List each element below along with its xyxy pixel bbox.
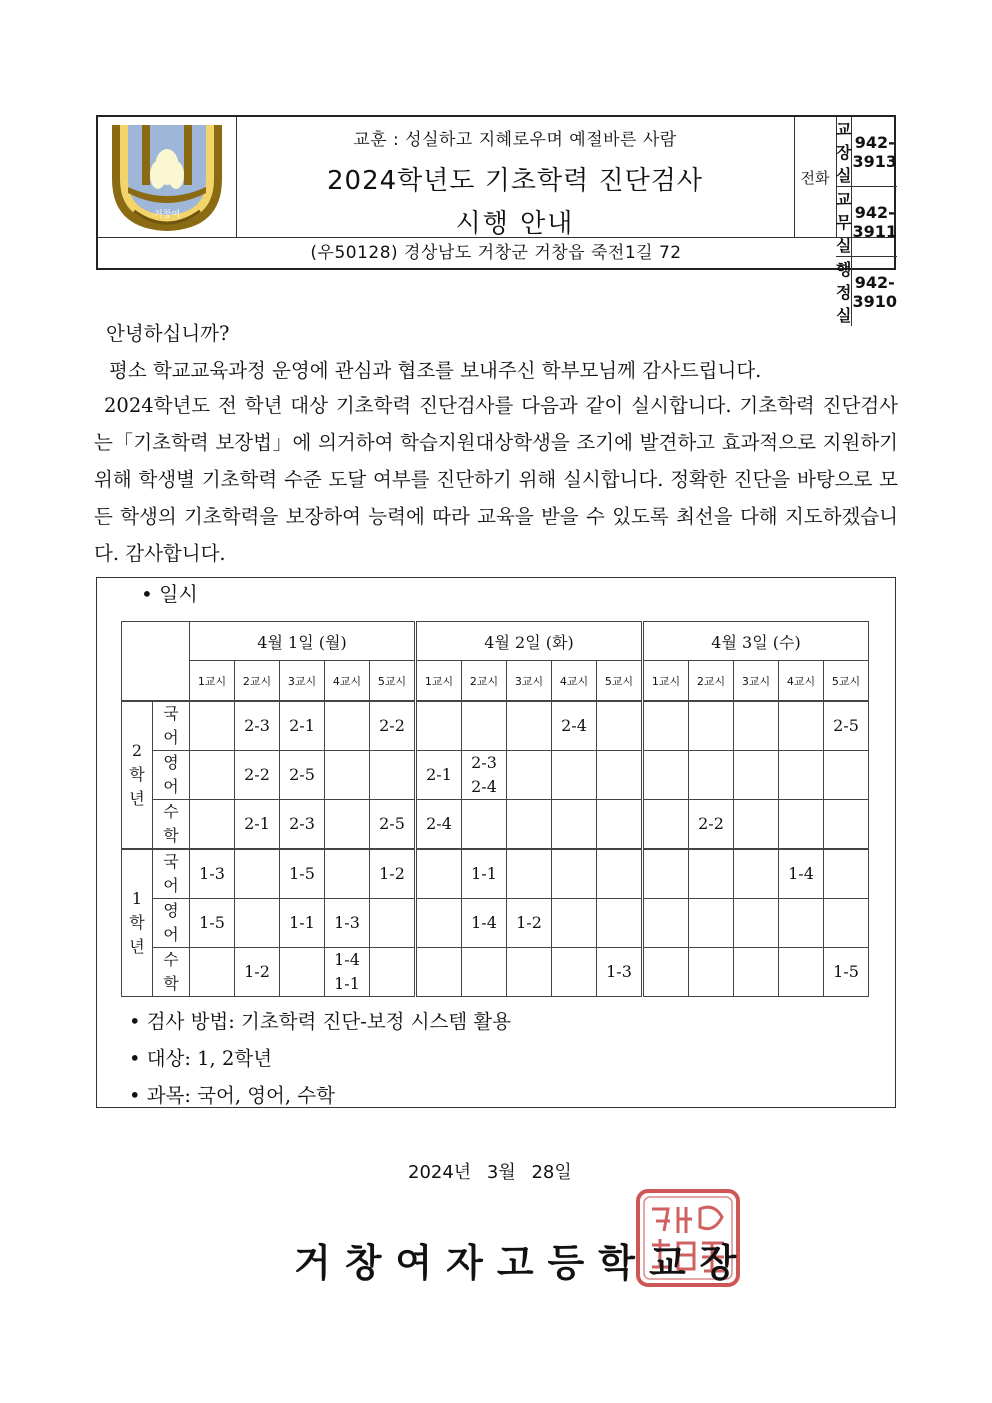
class-cell bbox=[552, 849, 597, 899]
schedule-heading: • 일시 bbox=[141, 582, 198, 606]
period-header: 3교시 bbox=[507, 661, 552, 702]
class-cell: 2-3 bbox=[280, 800, 325, 850]
class-cell: 2-4 bbox=[552, 701, 597, 751]
class-cell bbox=[734, 800, 779, 850]
period-header-row bbox=[122, 661, 869, 702]
class-cell: 2-5 bbox=[280, 751, 325, 800]
class-cell bbox=[552, 948, 597, 997]
class-cell: 1-1 bbox=[462, 849, 507, 899]
period-header: 5교시 bbox=[370, 661, 416, 702]
class-cell: 2-4 bbox=[416, 800, 462, 850]
title-cell bbox=[236, 117, 795, 237]
period-header: 1교시 bbox=[643, 661, 689, 702]
greeting-text: 안녕하십니까? bbox=[106, 322, 230, 345]
corner-cell bbox=[122, 622, 190, 702]
schedule-row bbox=[122, 751, 869, 800]
schedule-row bbox=[122, 701, 869, 751]
period-header: 1교시 bbox=[190, 661, 235, 702]
class-cell bbox=[689, 948, 734, 997]
class-cell bbox=[190, 701, 235, 751]
day-header-row bbox=[122, 622, 869, 661]
class-cell bbox=[235, 899, 280, 948]
class-cell bbox=[280, 948, 325, 997]
class-cell bbox=[325, 800, 370, 850]
subject-label: 수 학 bbox=[153, 948, 190, 997]
schedule-table bbox=[121, 621, 869, 997]
period-header: 2교시 bbox=[689, 661, 734, 702]
school-motto: 교훈 : 성실하고 지혜로우며 예절바른 사람 bbox=[353, 130, 677, 150]
class-cell bbox=[462, 701, 507, 751]
class-cell bbox=[779, 800, 824, 850]
class-cell bbox=[824, 751, 869, 800]
class-cell: 1-3 bbox=[190, 849, 235, 899]
school-logo-cell bbox=[98, 117, 237, 237]
class-cell bbox=[643, 948, 689, 997]
class-cell bbox=[416, 701, 462, 751]
class-cell bbox=[597, 899, 643, 948]
class-cell: 1-4 bbox=[462, 899, 507, 948]
class-cell bbox=[643, 849, 689, 899]
phone-row bbox=[836, 117, 897, 187]
class-cell bbox=[734, 899, 779, 948]
issue-date: 2024년 3월 28일 bbox=[408, 1162, 572, 1183]
exam-subjects: • 과목: 국어, 영어, 수학 bbox=[129, 1084, 335, 1107]
class-cell: 2-1 bbox=[416, 751, 462, 800]
exam-target: • 대상: 1, 2학년 bbox=[129, 1047, 273, 1070]
phone-office-label: 교무실 bbox=[836, 187, 852, 257]
class-cell: 1-2 bbox=[235, 948, 280, 997]
period-header: 1교시 bbox=[416, 661, 462, 702]
schedule-row bbox=[122, 800, 869, 850]
class-cell bbox=[416, 849, 462, 899]
class-cell bbox=[779, 751, 824, 800]
class-cell bbox=[734, 849, 779, 899]
class-cell bbox=[416, 948, 462, 997]
class-cell bbox=[370, 948, 416, 997]
period-header: 4교시 bbox=[552, 661, 597, 702]
class-cell bbox=[552, 899, 597, 948]
class-cell bbox=[824, 899, 869, 948]
class-cell bbox=[325, 701, 370, 751]
class-cell: 1-4 1-1 bbox=[325, 948, 370, 997]
phone-office-label: 교장실 bbox=[836, 117, 852, 187]
class-cell bbox=[190, 948, 235, 997]
class-cell bbox=[643, 899, 689, 948]
class-cell bbox=[779, 701, 824, 751]
class-cell bbox=[190, 751, 235, 800]
grade-label: 1 학 년 bbox=[122, 849, 153, 997]
class-cell bbox=[325, 751, 370, 800]
class-cell bbox=[507, 701, 552, 751]
class-cell bbox=[689, 701, 734, 751]
schedule-row bbox=[122, 849, 869, 899]
letterhead bbox=[96, 115, 897, 325]
phone-office-label: 행정실 bbox=[836, 257, 852, 327]
class-cell: 1-2 bbox=[370, 849, 416, 899]
class-cell bbox=[824, 800, 869, 850]
class-cell bbox=[734, 701, 779, 751]
class-cell: 1-3 bbox=[597, 948, 643, 997]
class-cell bbox=[689, 751, 734, 800]
svg-text:거창여: 거창여 bbox=[153, 210, 181, 220]
class-cell: 2-5 bbox=[824, 701, 869, 751]
period-header: 3교시 bbox=[280, 661, 325, 702]
class-cell bbox=[597, 800, 643, 850]
class-cell bbox=[507, 948, 552, 997]
class-cell bbox=[597, 701, 643, 751]
subject-label: 영 어 bbox=[153, 899, 190, 948]
phone-number: 942-3911 bbox=[852, 187, 897, 257]
subject-label: 수 학 bbox=[153, 800, 190, 850]
subject-label: 국 어 bbox=[153, 701, 190, 751]
class-cell bbox=[597, 751, 643, 800]
class-cell bbox=[734, 751, 779, 800]
subject-label: 국 어 bbox=[153, 849, 190, 899]
class-cell bbox=[370, 899, 416, 948]
class-cell bbox=[779, 948, 824, 997]
period-header: 4교시 bbox=[779, 661, 824, 702]
class-cell bbox=[643, 701, 689, 751]
phone-table bbox=[836, 117, 897, 326]
class-cell bbox=[734, 948, 779, 997]
class-cell bbox=[235, 849, 280, 899]
page-title: 2024학년도 기초학력 진단검사 bbox=[327, 166, 703, 196]
class-cell bbox=[643, 751, 689, 800]
page-subtitle: 시행 안내 bbox=[455, 209, 575, 239]
class-cell bbox=[507, 849, 552, 899]
class-cell: 1-3 bbox=[325, 899, 370, 948]
class-cell bbox=[824, 849, 869, 899]
class-cell: 2-1 bbox=[235, 800, 280, 850]
class-cell: 1-2 bbox=[507, 899, 552, 948]
period-header: 4교시 bbox=[325, 661, 370, 702]
schedule-row bbox=[122, 948, 869, 997]
period-header: 5교시 bbox=[597, 661, 643, 702]
class-cell bbox=[689, 849, 734, 899]
class-cell bbox=[416, 899, 462, 948]
class-cell bbox=[779, 899, 824, 948]
class-cell: 2-2 bbox=[235, 751, 280, 800]
class-cell: 2-5 bbox=[370, 800, 416, 850]
phone-number: 942-3910 bbox=[852, 272, 897, 311]
class-cell: 2-1 bbox=[280, 701, 325, 751]
class-cell: 1-4 bbox=[779, 849, 824, 899]
principal-signature: 거창여자고등학교장 bbox=[294, 1240, 751, 1285]
class-cell: 1-5 bbox=[190, 899, 235, 948]
period-header: 2교시 bbox=[462, 661, 507, 702]
school-emblem-icon bbox=[98, 117, 236, 237]
class-cell bbox=[507, 751, 552, 800]
class-cell bbox=[552, 751, 597, 800]
exam-info-list bbox=[129, 1003, 511, 1114]
class-cell: 2-3 bbox=[235, 701, 280, 751]
subject-label: 영 어 bbox=[153, 751, 190, 800]
period-header: 5교시 bbox=[824, 661, 869, 702]
class-cell bbox=[462, 800, 507, 850]
class-cell: 1-5 bbox=[280, 849, 325, 899]
class-cell: 2-3 2-4 bbox=[462, 751, 507, 800]
main-paragraph: 2024학년도 전 학년 대상 기초학력 진단검사를 다음과 같이 실시합니다. 기초학력 진단검사는「기초학력 보장법」에 의거하여 학습지원대상학생을 조기에 발견하고 효과적으로 지원하기 위해 학생별 기초학력 수준 도달 여부를 진단하기 위해 실시합니다. 정확한 진단을 바탕으로 모든 학생의 기초학력을 보장하여 능력에 따라 교육을 받을 수 있도록 최선을 다해 지도하겠습니다. 감사합니다. bbox=[94, 394, 898, 565]
class-cell: 1-1 bbox=[280, 899, 325, 948]
class-cell: 1-5 bbox=[824, 948, 869, 997]
period-header: 2교시 bbox=[235, 661, 280, 702]
class-cell bbox=[552, 800, 597, 850]
class-cell: 2-2 bbox=[689, 800, 734, 850]
class-cell bbox=[643, 800, 689, 850]
day-header: 4월 1일 (월) bbox=[190, 622, 416, 661]
class-cell bbox=[507, 800, 552, 850]
class-cell bbox=[689, 899, 734, 948]
intro-paragraph: 평소 학교교육과정 운영에 관심과 협조를 보내주신 학부모님께 감사드립니다. bbox=[109, 359, 762, 382]
class-cell bbox=[325, 849, 370, 899]
schedule-section bbox=[96, 577, 896, 1108]
day-header: 4월 2일 (화) bbox=[416, 622, 643, 661]
class-cell bbox=[370, 751, 416, 800]
class-cell bbox=[597, 849, 643, 899]
class-cell bbox=[190, 800, 235, 850]
class-cell bbox=[462, 948, 507, 997]
day-header: 4월 3일 (수) bbox=[643, 622, 869, 661]
grade-label: 2 학 년 bbox=[122, 701, 153, 849]
school-address: (우50128) 경상남도 거창군 거창읍 죽전1길 72 bbox=[98, 237, 894, 269]
phone-label: 전화 bbox=[794, 117, 837, 237]
exam-method: • 검사 방법: 기초학력 진단-보정 시스템 활용 bbox=[129, 1010, 512, 1033]
schedule-row bbox=[122, 899, 869, 948]
period-header: 3교시 bbox=[734, 661, 779, 702]
class-cell: 2-2 bbox=[370, 701, 416, 751]
phone-number: 942-3913 bbox=[852, 117, 897, 187]
